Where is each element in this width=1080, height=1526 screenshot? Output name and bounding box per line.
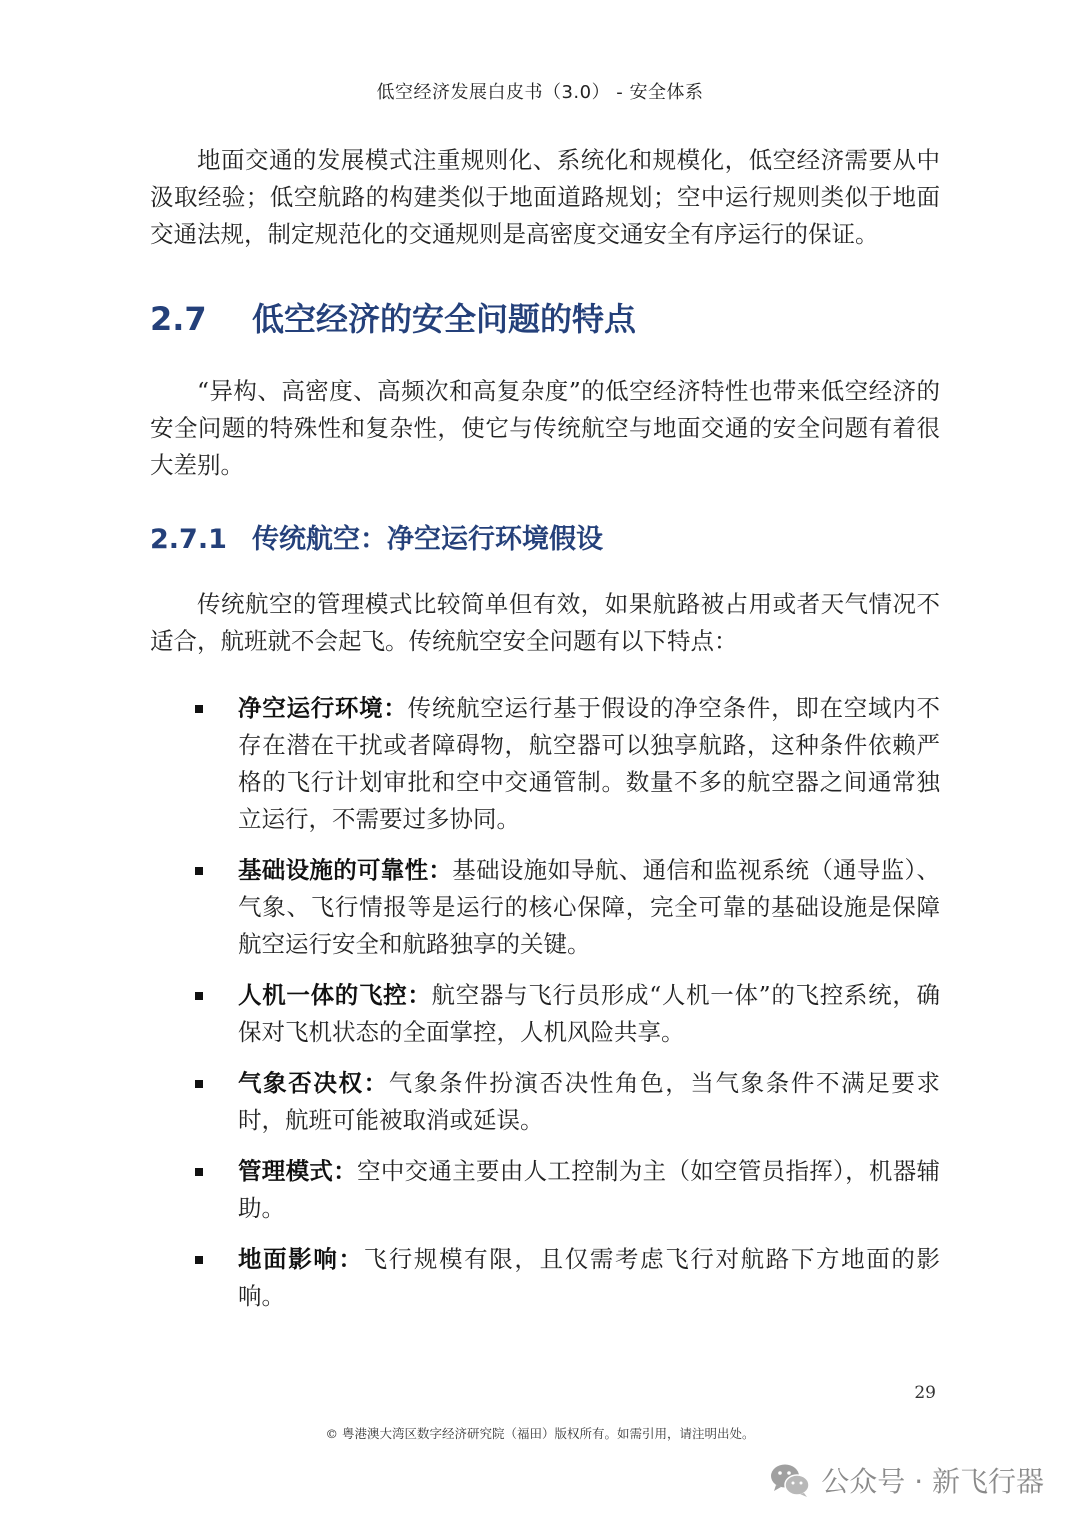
bullet-square-icon bbox=[195, 1256, 203, 1264]
list-item-text: 气象条件扮演否决性角色，当气象条件不满足要求时，航班可能被取消或延误。 bbox=[238, 1069, 941, 1134]
page-content bbox=[150, 142, 940, 1315]
intro-paragraph: 地面交通的发展模式注重规则化、系统化和规模化，低空经济需要从中汲取经验；低空航路的构建类似于地面道路规划；空中运行规则类似于地面交通法规，制定规范化的交通规则是高密度交通安全有序运行的保证。 bbox=[150, 146, 940, 248]
list-item-term: 管理模式： bbox=[238, 1157, 358, 1185]
running-header: 低空经济发展白皮书（3.0） - 安全体系 bbox=[376, 82, 704, 103]
list-item-term: 净空运行环境： bbox=[238, 694, 408, 722]
list-item-text: 传统航空运行基于假设的净空条件，即在空域内不存在潜在干扰或者障碍物，航空器可以独享航路，这种条件依赖严格的飞行计划审批和空中交通管制。数量不多的航空器之间通常独立运行，不需要过多协同。 bbox=[238, 694, 940, 833]
list-item-term: 基础设施的可靠性： bbox=[238, 856, 453, 884]
list-item-term: 气象否决权： bbox=[238, 1069, 389, 1097]
list-item-term: 人机一体的飞控： bbox=[238, 981, 432, 1009]
list-item bbox=[150, 977, 940, 1051]
bullet-square-icon bbox=[195, 992, 203, 1000]
watermark-text: 公众号 · 新飞行器 bbox=[821, 1465, 1044, 1498]
section-number: 2.7 bbox=[150, 300, 207, 338]
subsection-number: 2.7.1 bbox=[150, 524, 227, 555]
list-item-text: 基础设施如导航、通信和监视系统（通导监）、气象、飞行情报等是运行的核心保障，完全可靠的基础设施是保障航空运行安全和航路独享的关键。 bbox=[238, 856, 941, 958]
section-paragraph: “异构、高密度、高频次和高复杂度”的低空经济特性也带来低空经济的安全问题的特殊性和复杂性，使它与传统航空与地面交通的安全问题有着很大差别。 bbox=[150, 377, 940, 479]
bullet-square-icon bbox=[195, 867, 203, 875]
list-item-text: 空中交通主要由人工控制为主（如空管员指挥），机器辅助。 bbox=[238, 1157, 941, 1222]
bullet-square-icon bbox=[195, 1080, 203, 1088]
list-item bbox=[150, 1153, 940, 1227]
watermark bbox=[769, 1460, 1044, 1500]
wechat-icon bbox=[769, 1462, 811, 1498]
subsection-heading bbox=[150, 522, 940, 558]
list-item bbox=[150, 690, 940, 838]
section-heading bbox=[150, 299, 940, 339]
feature-list bbox=[150, 690, 940, 1315]
subsection-paragraph: 传统航空的管理模式比较简单但有效，如果航路被占用或者天气情况不适合，航班就不会起飞。传统航空安全问题有以下特点： bbox=[150, 590, 940, 655]
list-item bbox=[150, 1241, 940, 1315]
list-item bbox=[150, 852, 940, 963]
list-item-text: 航空器与飞行员形成“人机一体”的飞控系统，确保对飞机状态的全面掌控，人机风险共享。 bbox=[238, 981, 941, 1046]
subsection-title: 传统航空：净空运行环境假设 bbox=[252, 524, 603, 555]
bullet-square-icon bbox=[195, 705, 203, 713]
copyright-notice: © 粤港澳大湾区数字经济研究院（福田）版权所有。如需引用，请注明出处。 bbox=[325, 1426, 755, 1441]
bullet-square-icon bbox=[195, 1168, 203, 1176]
section-title: 低空经济的安全问题的特点 bbox=[252, 300, 637, 338]
list-item-text: 飞行规模有限，且仅需考虑飞行对航路下方地面的影响。 bbox=[238, 1245, 941, 1310]
list-item-term: 地面影响： bbox=[238, 1245, 364, 1273]
page-number: 29 bbox=[914, 1383, 936, 1403]
list-item bbox=[150, 1065, 940, 1139]
